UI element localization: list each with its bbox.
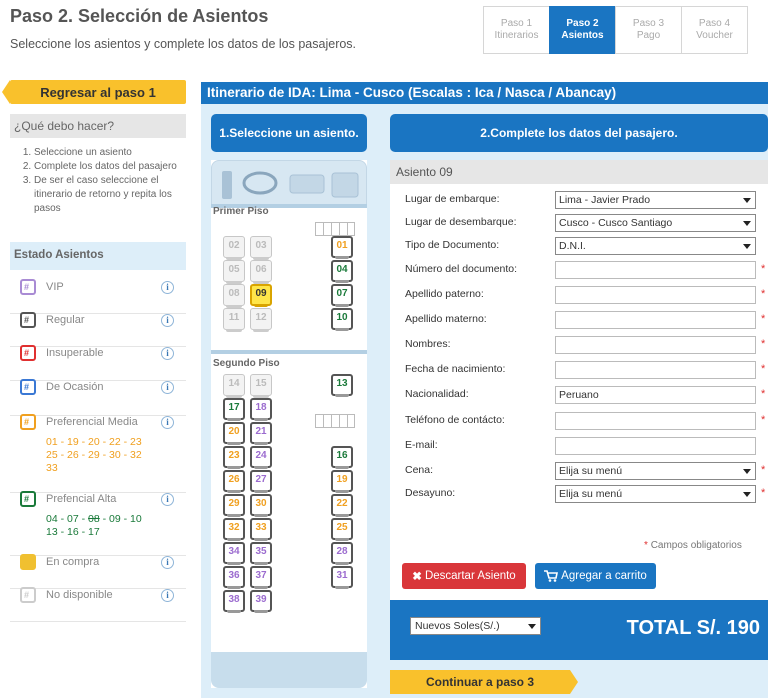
cena-label: Cena: xyxy=(405,464,434,476)
legend-label: En compra xyxy=(46,556,100,568)
stairs-icon xyxy=(315,222,355,236)
floor-2-label: Segundo Piso xyxy=(213,358,280,369)
lugar-de-desembarque-select[interactable]: Cusco - Cusco Santiago xyxy=(555,214,756,232)
seat-30[interactable]: 30 xyxy=(250,494,272,516)
step-number: Paso 2 xyxy=(566,18,599,29)
fecha-de-nacimiento-input[interactable] xyxy=(555,361,756,379)
cart-icon xyxy=(544,570,558,582)
seat-34[interactable]: 34 xyxy=(223,542,245,564)
fecha-de-nacimiento-row xyxy=(405,361,766,379)
apellido-paterno-input[interactable] xyxy=(555,286,756,304)
seat-type-icon: # xyxy=(20,279,36,295)
help-item: 3. De ser el caso seleccione el itinerario de retorno y repita los pasos xyxy=(34,174,186,216)
legend-row xyxy=(10,347,186,381)
floor-1-label: Primer Piso xyxy=(213,206,269,217)
required-asterisk: * xyxy=(761,414,766,426)
legend-label: Regular xyxy=(46,314,85,326)
legend-label: VIP xyxy=(46,281,64,293)
lugar-de-embarque-label: Lugar de embarque: xyxy=(405,193,500,205)
info-icon[interactable]: i xyxy=(161,281,174,294)
seat-19[interactable]: 19 xyxy=(331,470,353,492)
seat-05: 05 xyxy=(223,260,245,282)
info-icon[interactable]: i xyxy=(161,493,174,506)
legend-row xyxy=(10,281,186,314)
seat-13[interactable]: 13 xyxy=(331,374,353,396)
continue-to-step-3-button[interactable]: Continuar a paso 3 xyxy=(390,670,570,694)
seat-25[interactable]: 25 xyxy=(331,518,353,540)
step-1 xyxy=(483,6,550,54)
nombres-input[interactable] xyxy=(555,336,756,354)
seat-status-title: Estado Asientos xyxy=(10,242,186,270)
info-icon[interactable]: i xyxy=(161,589,174,602)
teléfono-de-contácto-row xyxy=(405,412,766,430)
add-to-cart-button[interactable]: Agregar a carrito xyxy=(535,563,656,589)
pref-media-seat-list: 01 - 19 - 20 - 22 - 23 25 - 26 - 29 - 30 - 32 33 xyxy=(46,436,142,474)
step-number: Paso 4 xyxy=(698,18,731,29)
seat-18[interactable]: 18 xyxy=(250,398,272,420)
page-subtitle: Seleccione los asientos y complete los datos de los pasajeros. xyxy=(10,37,357,51)
step-label: Asientos xyxy=(561,30,604,41)
legend-label: No disponible xyxy=(46,589,113,601)
seat-35[interactable]: 35 xyxy=(250,542,272,564)
required-asterisk: * xyxy=(761,338,766,350)
desayuno-label: Desayuno: xyxy=(405,487,456,499)
seat-27[interactable]: 27 xyxy=(250,470,272,492)
seat-01[interactable]: 01 xyxy=(331,236,353,258)
bus-rear xyxy=(211,652,367,688)
seat-32[interactable]: 32 xyxy=(223,518,245,540)
lugar-de-embarque-select[interactable]: Lima - Javier Prado xyxy=(555,191,756,209)
seat-39[interactable]: 39 xyxy=(250,590,272,612)
required-asterisk: * xyxy=(761,288,766,300)
bus-seat-map xyxy=(211,160,367,688)
step-label: Itinerarios xyxy=(494,30,539,41)
required-asterisk: * xyxy=(761,363,766,375)
steering-wheel-icon xyxy=(212,161,368,207)
help-title: ¿Qué debo hacer? xyxy=(10,114,186,138)
required-asterisk: * xyxy=(761,388,766,400)
apellido-paterno-row xyxy=(405,286,766,304)
seat-22[interactable]: 22 xyxy=(331,494,353,516)
legend-row xyxy=(10,314,186,347)
seat-20[interactable]: 20 xyxy=(223,422,245,444)
seat-31[interactable]: 31 xyxy=(331,566,353,588)
info-icon[interactable]: i xyxy=(161,416,174,429)
email-label: E-mail: xyxy=(405,439,438,451)
seat-02: 02 xyxy=(223,236,245,258)
help-item: 2. Complete los datos del pasajero xyxy=(34,160,186,174)
complete-data-header: 2.Complete los datos del pasajero. xyxy=(390,114,768,152)
seat-type-icon: # xyxy=(20,312,36,328)
legend-row xyxy=(10,589,186,622)
info-icon[interactable]: i xyxy=(161,314,174,327)
tipo-de-documento-label: Tipo de Documento: xyxy=(405,239,500,251)
seat-03: 03 xyxy=(250,236,272,258)
seat-type-icon: # xyxy=(20,587,36,603)
chevron-down-icon xyxy=(743,198,751,203)
back-to-step-1-button[interactable]: Regresar al paso 1 xyxy=(10,80,186,104)
nombres-label: Nombres: xyxy=(405,338,451,350)
bus-front xyxy=(211,160,367,206)
legend-label: Insuperable xyxy=(46,347,104,359)
número-del-documento-row xyxy=(405,261,766,279)
seat-09[interactable]: 09 xyxy=(250,284,272,306)
total-bar xyxy=(390,600,768,660)
step-2 xyxy=(549,6,616,54)
seat-16[interactable]: 16 xyxy=(331,446,353,468)
desayuno-row xyxy=(405,485,766,503)
seat-12: 12 xyxy=(250,308,272,330)
seat-29[interactable]: 29 xyxy=(223,494,245,516)
seat-21[interactable]: 21 xyxy=(250,422,272,444)
chevron-down-icon xyxy=(743,492,751,497)
nombres-row xyxy=(405,336,766,354)
seat-38[interactable]: 38 xyxy=(223,590,245,612)
cena-row xyxy=(405,462,766,480)
required-note: * Campos obligatorios xyxy=(644,540,742,551)
step-3 xyxy=(615,6,682,54)
seat-08: 08 xyxy=(223,284,245,306)
legend-label: Prefencial Alta xyxy=(46,493,117,505)
seat-17[interactable]: 17 xyxy=(223,398,245,420)
seat-04[interactable]: 04 xyxy=(331,260,353,282)
legend-row xyxy=(10,556,186,589)
número-del-documento-label: Número del documento: xyxy=(405,263,518,275)
seat-type-icon: # xyxy=(20,345,36,361)
chevron-down-icon xyxy=(743,221,751,226)
seat-24[interactable]: 24 xyxy=(250,446,272,468)
seat-07[interactable]: 07 xyxy=(331,284,353,306)
legend-row xyxy=(10,381,186,416)
passenger-form xyxy=(390,160,768,600)
nacionalidad-input[interactable]: Peruano xyxy=(555,386,756,404)
seat-36[interactable]: 36 xyxy=(223,566,245,588)
email-row xyxy=(405,437,763,455)
email-input[interactable] xyxy=(555,437,756,455)
stairs-icon xyxy=(315,414,355,428)
fecha-de-nacimiento-label: Fecha de nacimiento: xyxy=(405,363,506,375)
step-4 xyxy=(681,6,748,54)
pref-alta-seat-list: 04 - 07 - 08 - 09 - 10 13 - 16 - 17 xyxy=(46,513,142,538)
legend-label: De Ocasión xyxy=(46,381,104,393)
page-title: Paso 2. Selección de Asientos xyxy=(10,6,269,26)
step-label: Pago xyxy=(636,30,661,41)
required-asterisk: * xyxy=(761,313,766,325)
seat-14: 14 xyxy=(223,374,245,396)
step-indicator xyxy=(483,6,747,54)
currency-select[interactable]: Nuevos Soles(S/.) xyxy=(410,617,541,635)
teléfono-de-contácto-label: Teléfono de contácto: xyxy=(405,414,505,426)
seat-type-icon xyxy=(20,554,36,570)
itinerary-title: Itinerario de IDA: Lima - Cusco (Escalas : Ica / Nasca / Abancay) xyxy=(201,82,768,104)
tipo-de-documento-select[interactable]: D.N.I. xyxy=(555,237,756,255)
chevron-down-icon xyxy=(743,469,751,474)
apellido-materno-row xyxy=(405,311,766,329)
apellido-paterno-label: Apellido paterno: xyxy=(405,288,484,300)
seat-title: Asiento 09 xyxy=(390,160,768,184)
seat-06: 06 xyxy=(250,260,272,282)
cena-select[interactable]: Elija su menú xyxy=(555,462,756,480)
floor-divider xyxy=(211,350,367,354)
seat-type-icon: # xyxy=(20,414,36,430)
seat-15: 15 xyxy=(250,374,272,396)
help-item: 1. Seleccione un asiento xyxy=(34,146,186,160)
info-icon[interactable]: i xyxy=(161,381,174,394)
close-icon: ✖ xyxy=(412,571,422,583)
apellido-materno-input[interactable] xyxy=(555,311,756,329)
número-del-documento-input[interactable] xyxy=(555,261,756,279)
step-number: Paso 1 xyxy=(500,18,533,29)
required-asterisk: * xyxy=(761,487,766,499)
legend-row xyxy=(10,493,186,556)
seat-type-icon: # xyxy=(20,491,36,507)
chevron-down-icon xyxy=(528,624,536,629)
desayuno-select[interactable]: Elija su menú xyxy=(555,485,756,503)
seat-11: 11 xyxy=(223,308,245,330)
apellido-materno-label: Apellido materno: xyxy=(405,313,487,325)
nacionalidad-label: Nacionalidad: xyxy=(405,388,469,400)
seat-23[interactable]: 23 xyxy=(223,446,245,468)
info-icon[interactable]: i xyxy=(161,347,174,360)
discard-seat-button[interactable]: ✖ Descartar Asiento xyxy=(402,563,526,589)
required-asterisk: * xyxy=(761,464,766,476)
total-amount: TOTAL S/. 190 xyxy=(626,617,760,639)
seat-33[interactable]: 33 xyxy=(250,518,272,540)
info-icon[interactable]: i xyxy=(161,556,174,569)
seat-26[interactable]: 26 xyxy=(223,470,245,492)
legend-row xyxy=(10,416,186,493)
step-label: Voucher xyxy=(696,30,733,41)
help-instructions xyxy=(10,146,186,216)
legend-label: Preferencial Media xyxy=(46,416,138,428)
seat-10[interactable]: 10 xyxy=(331,308,353,330)
seat-28[interactable]: 28 xyxy=(331,542,353,564)
tipo-de-documento-row xyxy=(405,237,763,255)
required-asterisk: * xyxy=(761,263,766,275)
chevron-down-icon xyxy=(743,244,751,249)
step-number: Paso 3 xyxy=(632,18,665,29)
lugar-de-desembarque-label: Lugar de desembarque: xyxy=(405,216,517,228)
seat-type-icon: # xyxy=(20,379,36,395)
seat-37[interactable]: 37 xyxy=(250,566,272,588)
lugar-de-desembarque-row xyxy=(405,214,763,232)
teléfono-de-contácto-input[interactable] xyxy=(555,412,756,430)
select-seat-header: 1.Seleccione un asiento. xyxy=(211,114,367,152)
nacionalidad-row xyxy=(405,386,766,404)
lugar-de-embarque-row xyxy=(405,191,763,209)
